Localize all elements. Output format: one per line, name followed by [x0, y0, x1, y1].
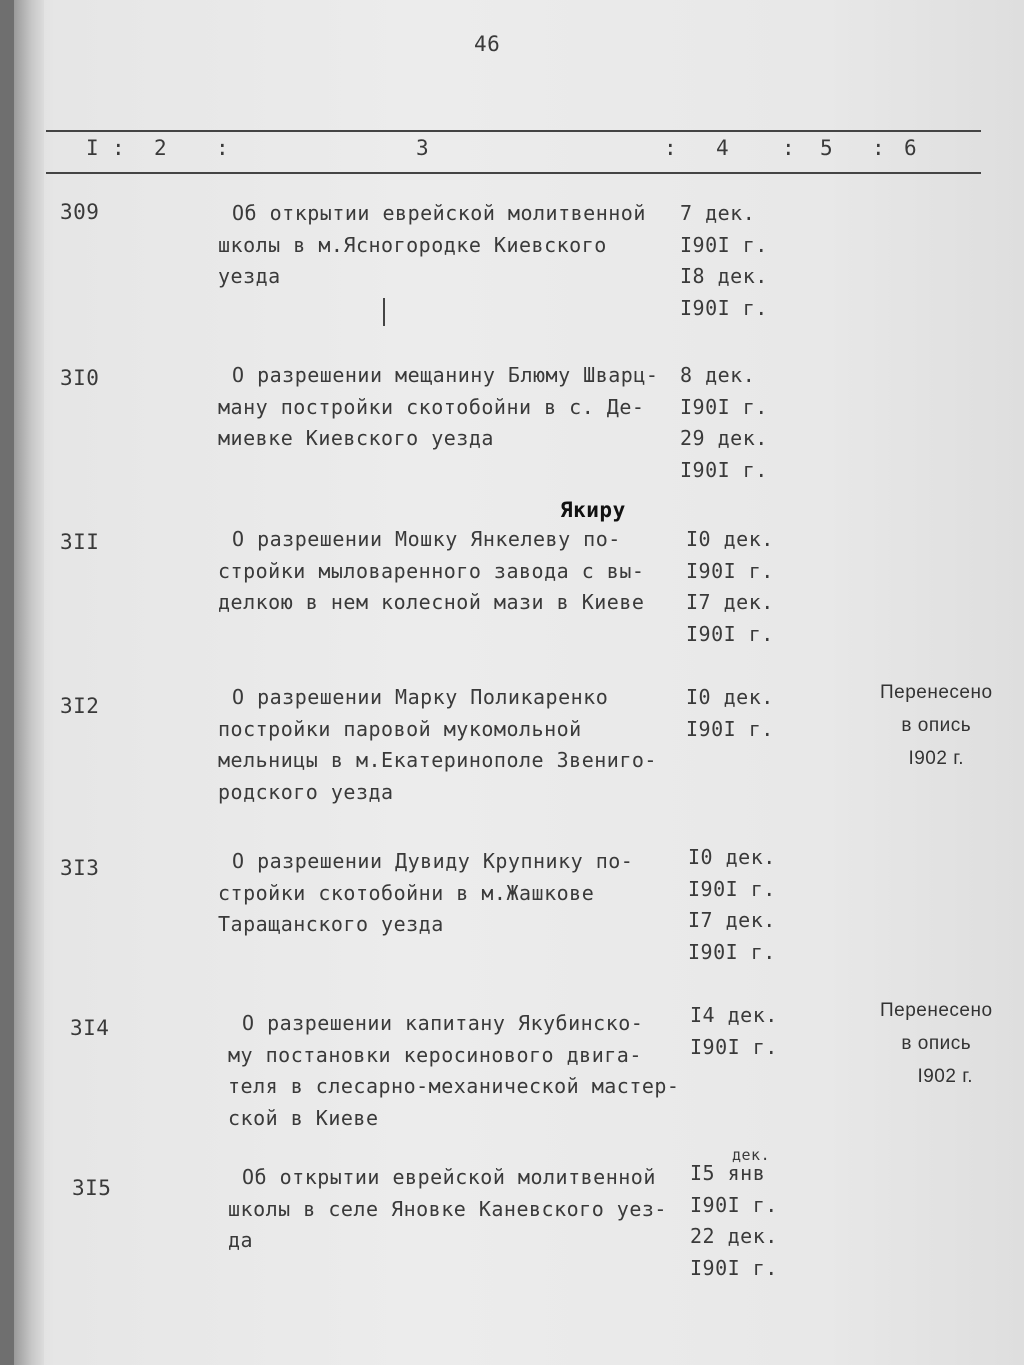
desc-line: Об открытии еврейской молитвенной	[232, 201, 646, 225]
header-separator: :	[664, 136, 678, 160]
entry-number: 3I5	[72, 1176, 112, 1200]
date-line: I90I г.	[680, 295, 768, 320]
date-line: 8 дек.	[680, 363, 756, 387]
stamp-text: Якиру	[560, 498, 626, 522]
date-line: I90I г.	[686, 558, 774, 583]
entry-note	[880, 994, 993, 1093]
desc-line: миевке Киевского уезда	[218, 426, 494, 450]
header-separator: :	[112, 136, 126, 160]
entry-number: 3I4	[70, 1016, 110, 1040]
date-line: I90I г.	[690, 1034, 778, 1059]
pencil-mark	[383, 298, 385, 326]
entry-dates	[680, 198, 768, 324]
entry-dates	[686, 524, 774, 650]
date-line: 22 дек.	[690, 1224, 778, 1248]
entry-description	[228, 1008, 679, 1134]
entry-note	[880, 676, 993, 775]
date-line: I7 дек.	[686, 590, 774, 614]
entry-description	[218, 360, 658, 455]
date-line: I0 дек.	[686, 527, 774, 551]
header-separator: :	[216, 136, 230, 160]
header-separator: :	[872, 136, 886, 160]
entry-description	[228, 1162, 667, 1257]
date-line: I0 дек.	[686, 685, 774, 709]
desc-line: да	[228, 1228, 254, 1252]
desc-line: стройки мыловаренного завода с вы-	[218, 558, 645, 583]
desc-line: мельницы в м.Екатеринополе Звениго-	[218, 748, 657, 772]
entry-number: 3I2	[60, 694, 100, 718]
desc-line: му постановки керосинового двига-	[228, 1042, 642, 1067]
desc-line: Об открытии еврейской молитвенной	[242, 1165, 656, 1189]
date-line: I90I г.	[690, 1255, 778, 1280]
entry-description	[218, 682, 657, 808]
header-col-2: 2	[154, 136, 168, 160]
note-line: в опись	[901, 1033, 972, 1054]
desc-line: О разрешении мещанину Блюму Шварц-	[232, 363, 659, 387]
date-line: I90I г.	[680, 232, 768, 257]
date-line: I0 дек.	[688, 845, 776, 869]
entry-dates	[680, 360, 768, 486]
date-line: I90I г.	[688, 876, 776, 901]
date-line: I4 дек.	[690, 1003, 778, 1027]
page-binding-shadow	[14, 0, 44, 1365]
desc-line: ману постройки скотобойни в с. Де-	[218, 394, 645, 419]
desc-line: школы в селе Яновке Каневского уез-	[228, 1196, 667, 1221]
entry-number: 3II	[60, 530, 100, 554]
note-line: Перенесено	[880, 682, 993, 703]
date-line: I8 дек.	[680, 264, 768, 288]
date-line: 7 дек.	[680, 201, 756, 225]
desc-line: стройки скотобойни в м.Жашкове	[218, 880, 595, 905]
header-col-1: I	[86, 136, 100, 160]
desc-line: постройки паровой мукомольной	[218, 716, 582, 741]
header-col-6: 6	[904, 136, 918, 160]
entry-description	[218, 846, 633, 941]
entry-number: 309	[60, 200, 100, 224]
date-line: I7 дек.	[688, 908, 776, 932]
page-number: 46	[474, 32, 501, 56]
entry-dates	[690, 1158, 778, 1284]
header-separator: :	[782, 136, 796, 160]
note-line: I902 г.	[917, 1066, 974, 1087]
header-col-4: 4	[716, 136, 730, 160]
document-page	[14, 0, 1024, 1365]
entry-description	[218, 524, 644, 619]
desc-line: уезда	[218, 264, 281, 288]
desc-line: школы в м.Яснoгородке Киевского	[218, 232, 607, 257]
header-top-rule	[46, 130, 981, 132]
header-col-5: 5	[820, 136, 834, 160]
note-line: в опись	[901, 715, 972, 736]
desc-line: О разрешении Мошку Янкелеву по-	[232, 527, 621, 551]
desc-line: О разрешении Дувиду Крупнику по-	[232, 849, 634, 873]
date-line: I90I г.	[688, 939, 776, 964]
entry-dates	[688, 842, 776, 968]
desc-line: делкою в нем колесной мази в Киеве	[218, 590, 645, 614]
date-line: I5 янв	[690, 1161, 766, 1185]
date-line: I90I г.	[680, 394, 768, 419]
date-correction: дек.	[732, 1146, 771, 1164]
desc-line: теля в слесарно-механической мастер-	[228, 1074, 680, 1098]
entry-dates	[690, 1000, 778, 1063]
desc-line: ской в Киеве	[228, 1105, 379, 1130]
date-line: I90I г.	[686, 621, 774, 646]
date-line: I90I г.	[686, 716, 774, 741]
header-bottom-rule	[46, 172, 981, 174]
date-line: 29 дек.	[680, 426, 768, 450]
entry-number: 3I3	[60, 856, 100, 880]
header-col-3: 3	[416, 136, 430, 160]
desc-line: О разрешении капитану Якубинско-	[242, 1011, 644, 1035]
desc-line: Таращанского уезда	[218, 912, 444, 936]
entry-number: 3I0	[60, 366, 100, 390]
desc-line: О разрешении Марку Поликаренко	[232, 685, 609, 709]
note-line: I902 г.	[908, 748, 965, 769]
date-line: I90I г.	[680, 457, 768, 482]
entry-description	[218, 198, 646, 293]
note-line: Перенесено	[880, 1000, 993, 1021]
desc-line: родского уезда	[218, 779, 394, 804]
entry-dates	[686, 682, 774, 745]
date-line: I90I г.	[690, 1192, 778, 1217]
